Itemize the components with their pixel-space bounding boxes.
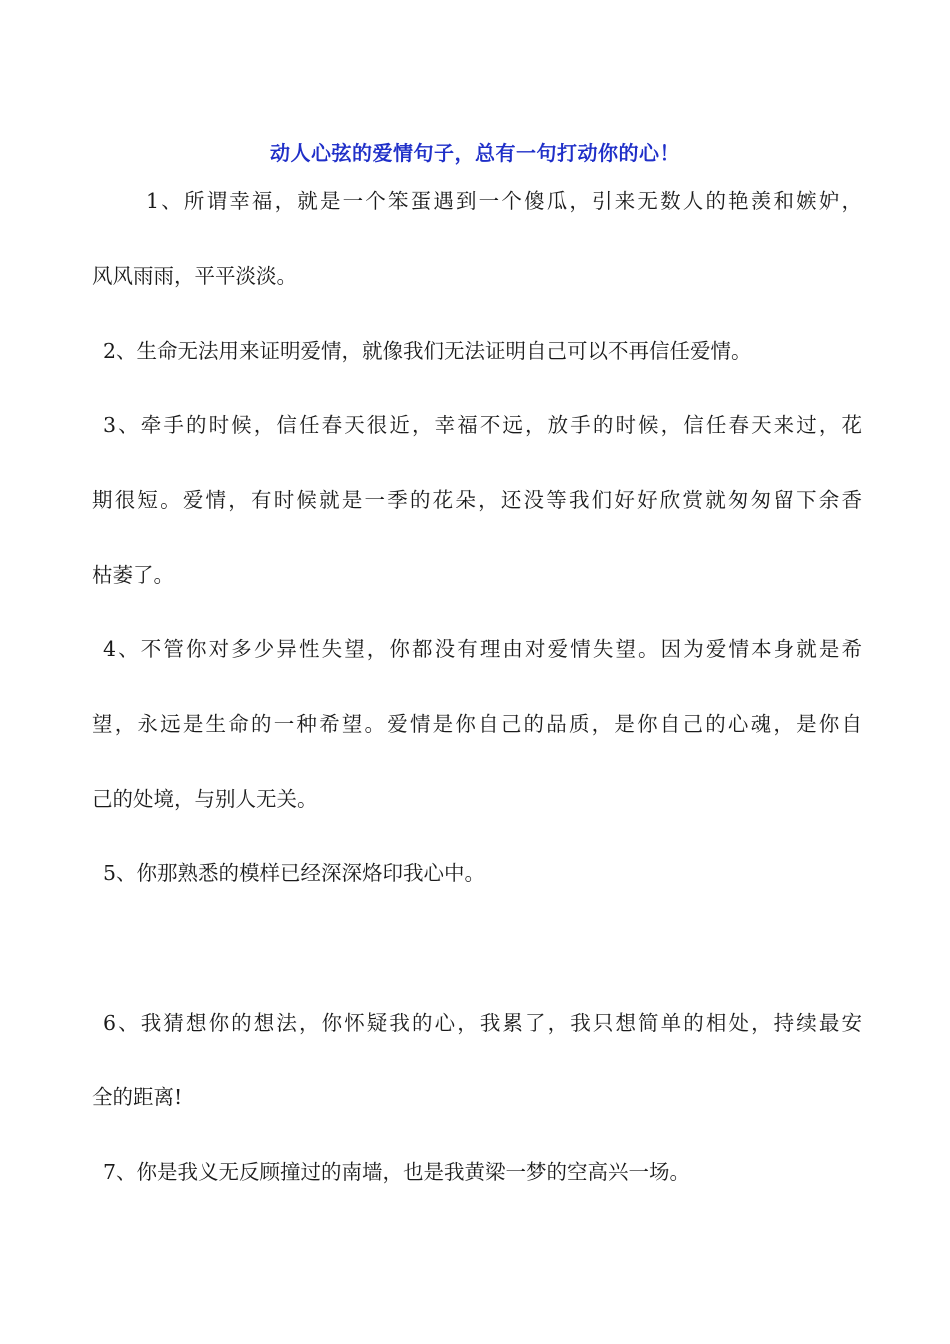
text-line: 7、你是我义无反顾撞过的南墙，也是我黄梁一梦的空高兴一场。 bbox=[103, 1160, 691, 1184]
text-line: 3、牵手的时候，信任春天很近，幸福不远，放手的时候，信任春天来过，花 bbox=[103, 413, 862, 437]
text-line: 4、不管你对多少异性失望，你都没有理由对爱情失望。因为爱情本身就是希 bbox=[103, 637, 862, 661]
text-line: 1、所谓幸福，就是一个笨蛋遇到一个傻瓜，引来无数人的艳羡和嫉妒， bbox=[146, 189, 862, 213]
text-line: 期很短。爱情，有时候就是一季的花朵，还没等我们好好欣赏就匆匆留下余香 bbox=[92, 488, 862, 512]
text-line: 全的距离! bbox=[92, 1085, 183, 1109]
text-line: 风风雨雨，平平淡淡。 bbox=[92, 264, 297, 288]
text-line: 枯萎了。 bbox=[92, 563, 174, 587]
document-title: 动人心弦的爱情句子，总有一句打动你的心！ bbox=[270, 141, 680, 165]
text-line: 2、生命无法用来证明爱情，就像我们无法证明自己可以不再信任爱情。 bbox=[103, 339, 752, 363]
text-line: 5、你那熟悉的模样已经深深烙印我心中。 bbox=[103, 861, 486, 885]
text-line: 6、我猜想你的想法，你怀疑我的心，我累了，我只想简单的相处，持续最安 bbox=[103, 1011, 862, 1035]
text-line: 己的处境，与别人无关。 bbox=[92, 787, 318, 811]
text-line: 望，永远是生命的一种希望。爱情是你自己的品质，是你自己的心魂，是你自 bbox=[92, 712, 862, 736]
